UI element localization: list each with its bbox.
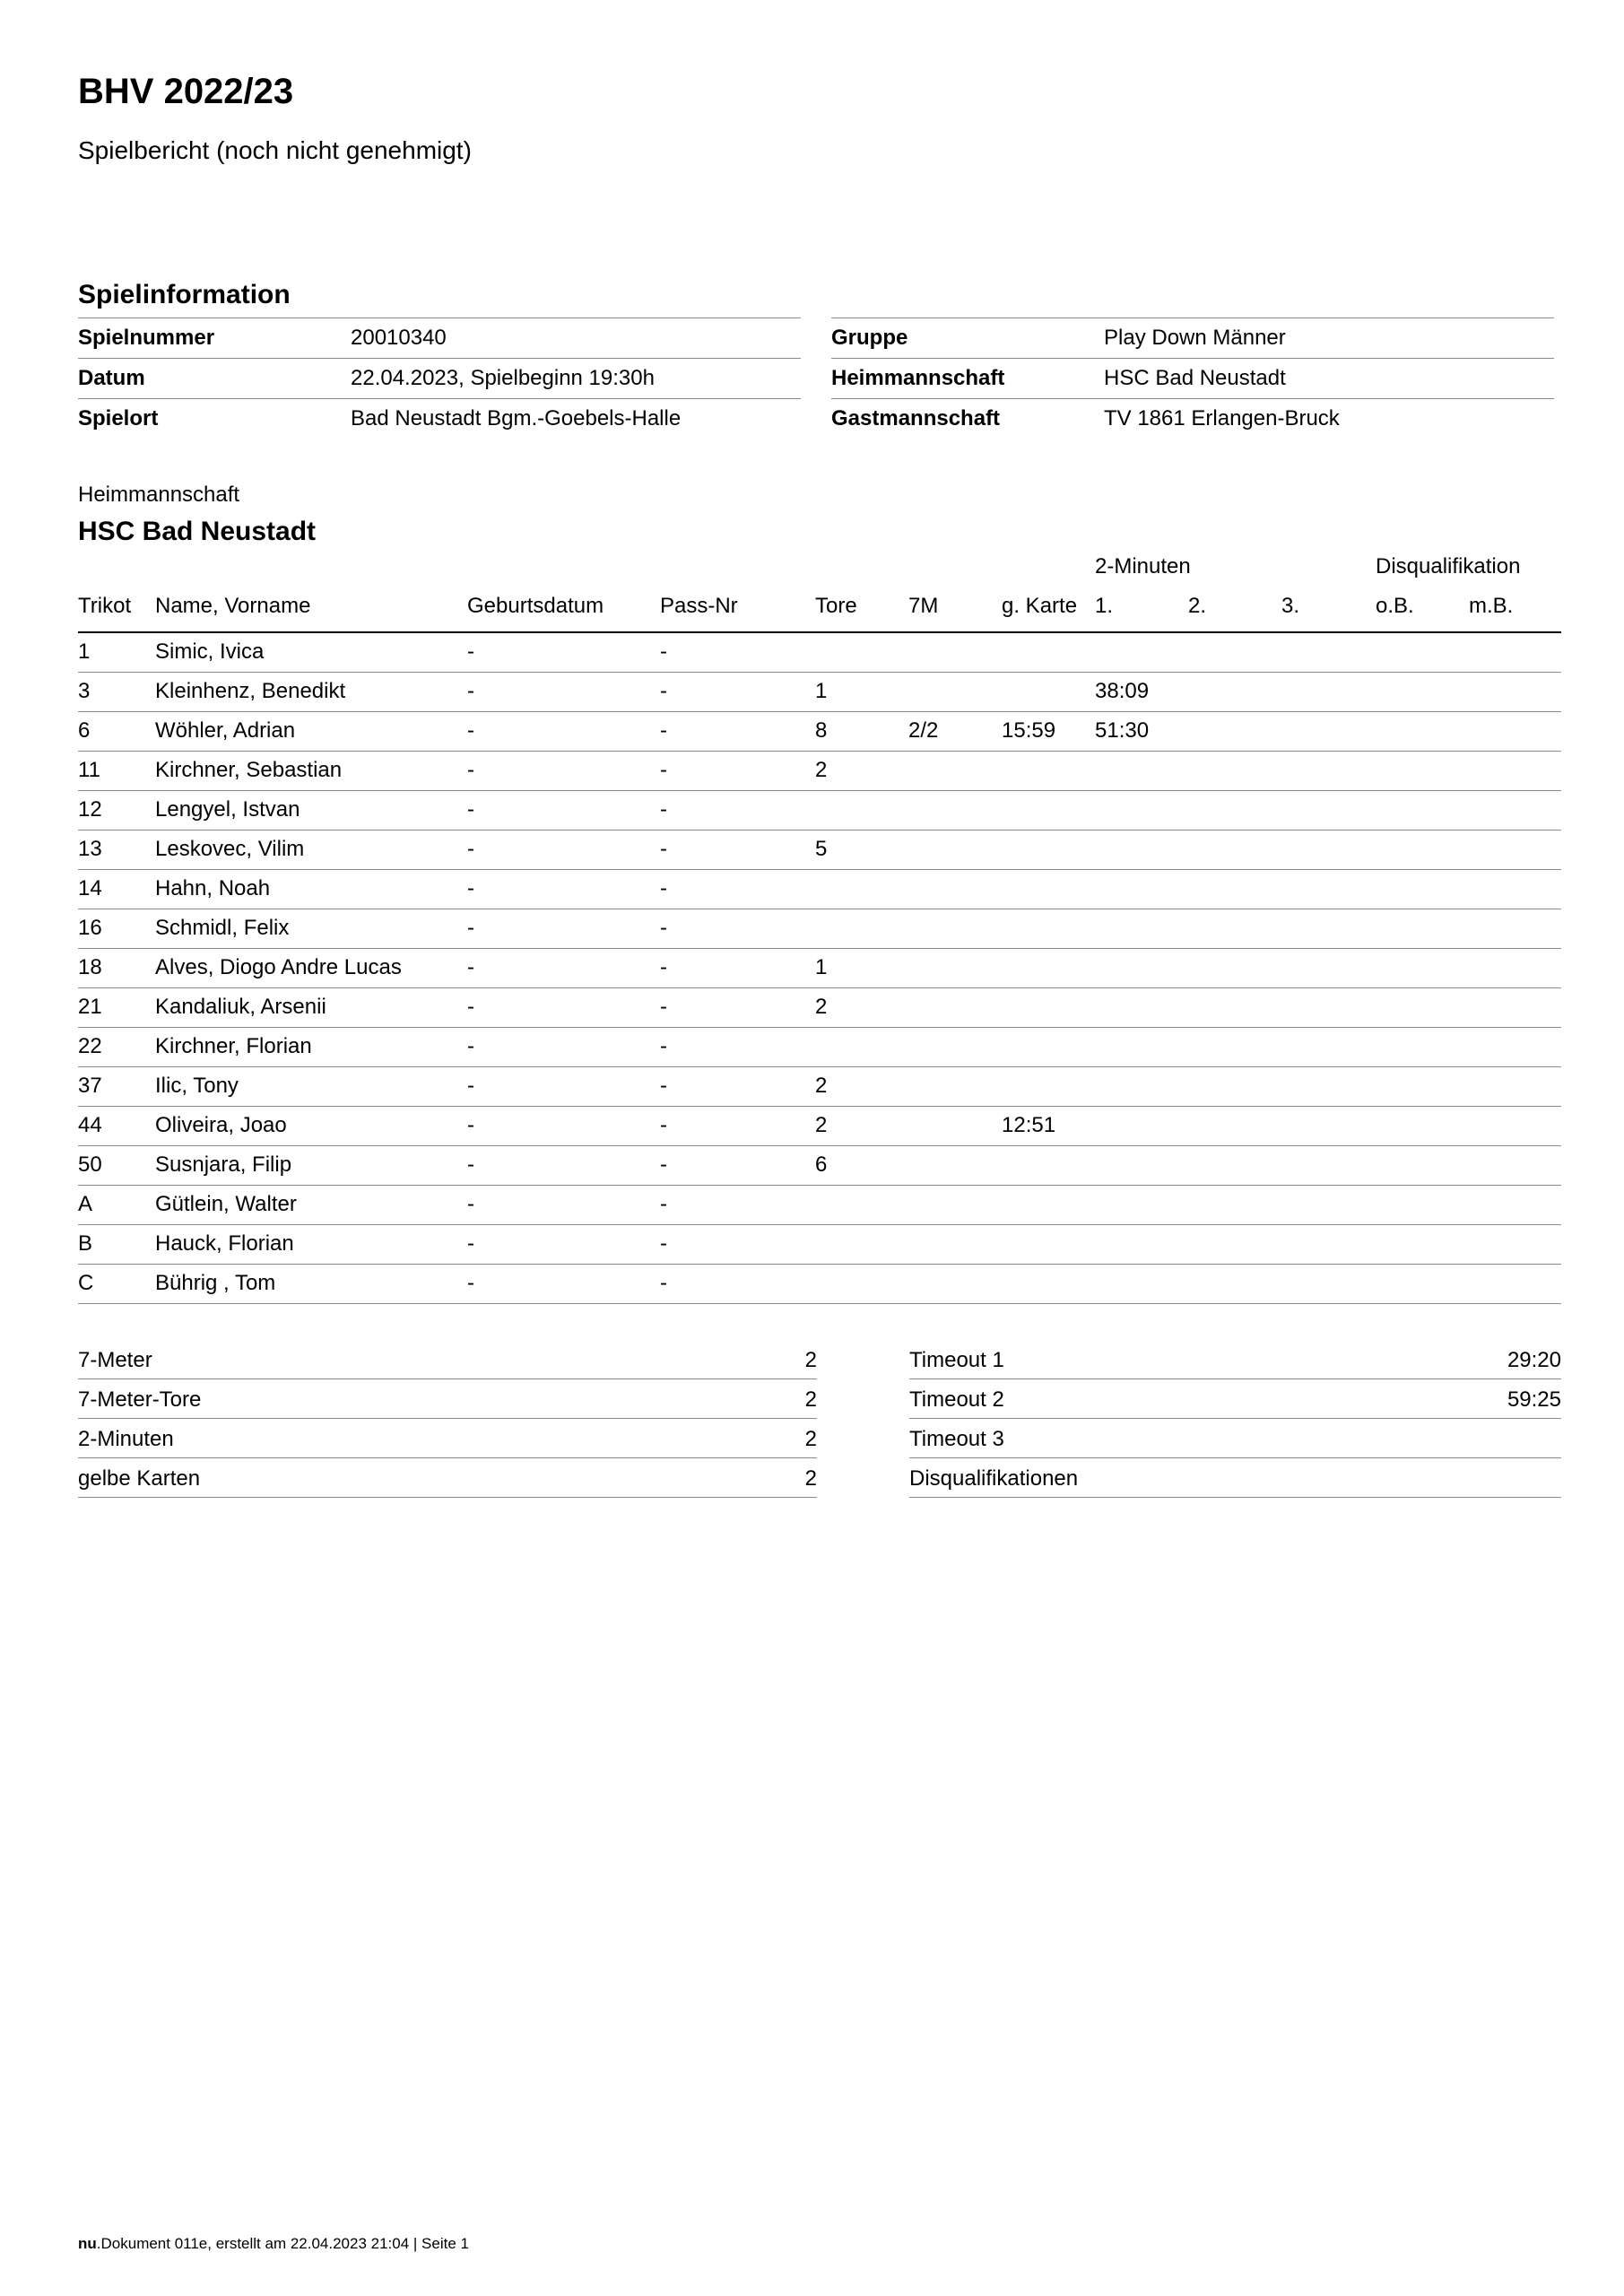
cell-pass: - xyxy=(660,1034,667,1058)
cell-name: Kleinhenz, Benedikt xyxy=(155,679,346,703)
cell-trikot: 14 xyxy=(78,876,102,900)
cell-trikot: 11 xyxy=(78,758,100,782)
cell-birthdate: - xyxy=(467,916,474,940)
info-label: Datum xyxy=(78,366,145,390)
cell-yellow-card: 12:51 xyxy=(1002,1113,1056,1137)
stat-label: Timeout 1 xyxy=(909,1348,1004,1372)
cell-name: Bührig , Tom xyxy=(155,1271,276,1295)
stat-label: Timeout 3 xyxy=(909,1427,1004,1451)
info-label: Gruppe xyxy=(831,326,908,350)
info-value: TV 1861 Erlangen-Bruck xyxy=(1104,406,1340,430)
cell-pass: - xyxy=(660,1192,667,1216)
stat-label: Disqualifikationen xyxy=(909,1466,1079,1491)
footer-text: .Dokument 011e, erstellt am 22.04.2023 21:04 | Seite 1 xyxy=(96,2235,469,2252)
cell-name: Ilic, Tony xyxy=(155,1074,239,1098)
cell-trikot: 21 xyxy=(78,995,102,1019)
cell-pass: - xyxy=(660,995,667,1019)
cell-trikot: 12 xyxy=(78,797,102,822)
cell-goals: 1 xyxy=(815,955,828,979)
cell-name: Gütlein, Walter xyxy=(155,1192,297,1216)
cell-goals: 8 xyxy=(815,718,828,743)
cell-pass: - xyxy=(660,1113,667,1137)
stat-value: 2 xyxy=(804,1387,817,1412)
info-value: HSC Bad Neustadt xyxy=(1104,366,1286,390)
table-row xyxy=(78,870,1561,909)
info-row xyxy=(831,398,1554,439)
cell-goals: 2 xyxy=(815,1074,828,1098)
info-row xyxy=(78,398,801,439)
table-row xyxy=(78,1265,1561,1304)
table-row xyxy=(78,791,1561,831)
cell-pass: - xyxy=(660,876,667,900)
stat-row xyxy=(909,1419,1561,1458)
cell-pass: - xyxy=(660,955,667,979)
cell-birthdate: - xyxy=(467,639,474,664)
cell-trikot: C xyxy=(78,1271,94,1295)
stat-label: 7-Meter-Tore xyxy=(78,1387,202,1412)
cell-pass: - xyxy=(660,718,667,743)
cell-name: Schmidl, Felix xyxy=(155,916,290,940)
cell-goals: 2 xyxy=(815,1113,828,1137)
table-row xyxy=(78,1186,1561,1225)
cell-trikot: 18 xyxy=(78,955,102,979)
team-type-label: Heimmannschaft xyxy=(78,483,240,507)
col-header-2min-1: 1. xyxy=(1095,594,1114,618)
cell-2min-1: 38:09 xyxy=(1095,679,1150,703)
info-label: Spielnummer xyxy=(78,326,215,350)
col-header-birthdate: Geburtsdatum xyxy=(467,594,604,618)
table-row xyxy=(78,752,1561,791)
col-header-pass: Pass-Nr xyxy=(660,594,738,618)
col-header-disq-mb: m.B. xyxy=(1469,594,1514,618)
table-row xyxy=(78,949,1561,988)
cell-birthdate: - xyxy=(467,837,474,861)
cell-birthdate: - xyxy=(467,679,474,703)
table-row xyxy=(78,633,1561,673)
cell-name: Kirchner, Sebastian xyxy=(155,758,343,782)
section-heading-spielinformation: Spielinformation xyxy=(78,280,291,309)
table-row xyxy=(78,1225,1561,1265)
col-header-7m: 7M xyxy=(908,594,939,618)
info-label: Heimmannschaft xyxy=(831,366,1005,390)
cell-name: Kandaliuk, Arsenii xyxy=(155,995,326,1019)
info-value: 22.04.2023, Spielbeginn 19:30h xyxy=(351,366,655,390)
cell-birthdate: - xyxy=(467,995,474,1019)
player-rows xyxy=(78,633,1561,1304)
cell-trikot: 6 xyxy=(78,718,91,743)
cell-pass: - xyxy=(660,758,667,782)
stat-value: 59:25 xyxy=(1507,1387,1561,1412)
cell-trikot: B xyxy=(78,1231,93,1256)
cell-name: Kirchner, Florian xyxy=(155,1034,312,1058)
col-header-yellow-card: g. Karte xyxy=(1002,594,1078,618)
cell-birthdate: - xyxy=(467,1192,474,1216)
info-value: 20010340 xyxy=(351,326,447,350)
cell-trikot: 13 xyxy=(78,837,102,861)
stat-row xyxy=(78,1419,817,1458)
cell-birthdate: - xyxy=(467,758,474,782)
cell-pass: - xyxy=(660,679,667,703)
cell-birthdate: - xyxy=(467,797,474,822)
document-title: BHV 2022/23 xyxy=(78,72,294,111)
cell-trikot: 3 xyxy=(78,679,91,703)
cell-pass: - xyxy=(660,916,667,940)
table-row xyxy=(78,1028,1561,1067)
stat-label: 7-Meter xyxy=(78,1348,152,1372)
stat-label: 2-Minuten xyxy=(78,1427,174,1451)
info-value: Bad Neustadt Bgm.-Goebels-Halle xyxy=(351,406,682,430)
cell-birthdate: - xyxy=(467,718,474,743)
stat-value: 2 xyxy=(804,1427,817,1451)
stat-row xyxy=(78,1458,817,1498)
info-row xyxy=(78,317,801,358)
col-header-2min-2: 2. xyxy=(1188,594,1207,618)
info-row xyxy=(831,317,1554,358)
col-header-disq-ob: o.B. xyxy=(1376,594,1414,618)
cell-goals: 2 xyxy=(815,758,828,782)
cell-name: Simic, Ivica xyxy=(155,639,265,664)
info-table-right xyxy=(831,317,1554,439)
cell-7m: 2/2 xyxy=(908,718,939,743)
cell-birthdate: - xyxy=(467,876,474,900)
cell-trikot: 44 xyxy=(78,1113,102,1137)
table-row xyxy=(78,673,1561,712)
stat-row xyxy=(909,1340,1561,1379)
stat-value: 2 xyxy=(804,1348,817,1372)
cell-pass: - xyxy=(660,797,667,822)
info-row xyxy=(831,358,1554,398)
table-row xyxy=(78,1107,1561,1146)
cell-trikot: 1 xyxy=(78,639,91,664)
cell-pass: - xyxy=(660,639,667,664)
cell-name: Susnjara, Filip xyxy=(155,1152,292,1177)
cell-name: Hauck, Florian xyxy=(155,1231,294,1256)
table-row xyxy=(78,1067,1561,1107)
col-header-goals: Tore xyxy=(815,594,857,618)
stat-value: 29:20 xyxy=(1507,1348,1561,1372)
table-row xyxy=(78,988,1561,1028)
cell-2min-1: 51:30 xyxy=(1095,718,1150,743)
info-value: Play Down Männer xyxy=(1104,326,1286,350)
cell-birthdate: - xyxy=(467,1152,474,1177)
cell-name: Oliveira, Joao xyxy=(155,1113,287,1137)
info-table-left xyxy=(78,317,801,439)
cell-trikot: A xyxy=(78,1192,93,1216)
stat-row xyxy=(909,1458,1561,1498)
stat-row xyxy=(909,1379,1561,1419)
stat-row xyxy=(78,1340,817,1379)
table-row xyxy=(78,831,1561,870)
document-subtitle: Spielbericht (noch nicht genehmigt) xyxy=(78,136,472,164)
cell-trikot: 22 xyxy=(78,1034,102,1058)
team-name: HSC Bad Neustadt xyxy=(78,517,317,546)
cell-yellow-card: 15:59 xyxy=(1002,718,1056,743)
cell-goals: 1 xyxy=(815,679,828,703)
table-row xyxy=(78,909,1561,949)
cell-pass: - xyxy=(660,1152,667,1177)
cell-pass: - xyxy=(660,837,667,861)
cell-goals: 5 xyxy=(815,837,828,861)
cell-birthdate: - xyxy=(467,955,474,979)
info-label: Gastmannschaft xyxy=(831,406,1001,430)
cell-goals: 2 xyxy=(815,995,828,1019)
cell-pass: - xyxy=(660,1074,667,1098)
cell-name: Hahn, Noah xyxy=(155,876,271,900)
info-row xyxy=(78,358,801,398)
cell-goals: 6 xyxy=(815,1152,828,1177)
stats-right xyxy=(909,1340,1561,1498)
table-row xyxy=(78,1146,1561,1186)
cell-name: Lengyel, Istvan xyxy=(155,797,300,822)
stat-row xyxy=(78,1379,817,1419)
info-label: Spielort xyxy=(78,406,159,430)
group-header-disqualification: Disqualifikation xyxy=(1376,554,1521,578)
cell-name: Leskovec, Vilim xyxy=(155,837,305,861)
stat-value: 2 xyxy=(804,1466,817,1491)
col-header-2min-3: 3. xyxy=(1281,594,1300,618)
cell-birthdate: - xyxy=(467,1074,474,1098)
footer-brand: nu xyxy=(78,2235,97,2252)
cell-trikot: 37 xyxy=(78,1074,102,1098)
player-table xyxy=(78,631,1561,1304)
cell-birthdate: - xyxy=(467,1113,474,1137)
table-row xyxy=(78,712,1561,752)
cell-name: Alves, Diogo Andre Lucas xyxy=(155,955,402,979)
cell-birthdate: - xyxy=(467,1231,474,1256)
cell-name: Wöhler, Adrian xyxy=(155,718,296,743)
cell-pass: - xyxy=(660,1231,667,1256)
cell-pass: - xyxy=(660,1271,667,1295)
col-header-trikot: Trikot xyxy=(78,594,132,618)
cell-trikot: 16 xyxy=(78,916,102,940)
stats-left xyxy=(78,1340,817,1498)
cell-birthdate: - xyxy=(467,1271,474,1295)
cell-birthdate: - xyxy=(467,1034,474,1058)
stat-label: gelbe Karten xyxy=(78,1466,201,1491)
group-header-two-minutes: 2-Minuten xyxy=(1095,554,1191,578)
cell-trikot: 50 xyxy=(78,1152,102,1177)
col-header-name: Name, Vorname xyxy=(155,594,311,618)
stat-label: Timeout 2 xyxy=(909,1387,1004,1412)
document-footer xyxy=(78,2235,469,2253)
